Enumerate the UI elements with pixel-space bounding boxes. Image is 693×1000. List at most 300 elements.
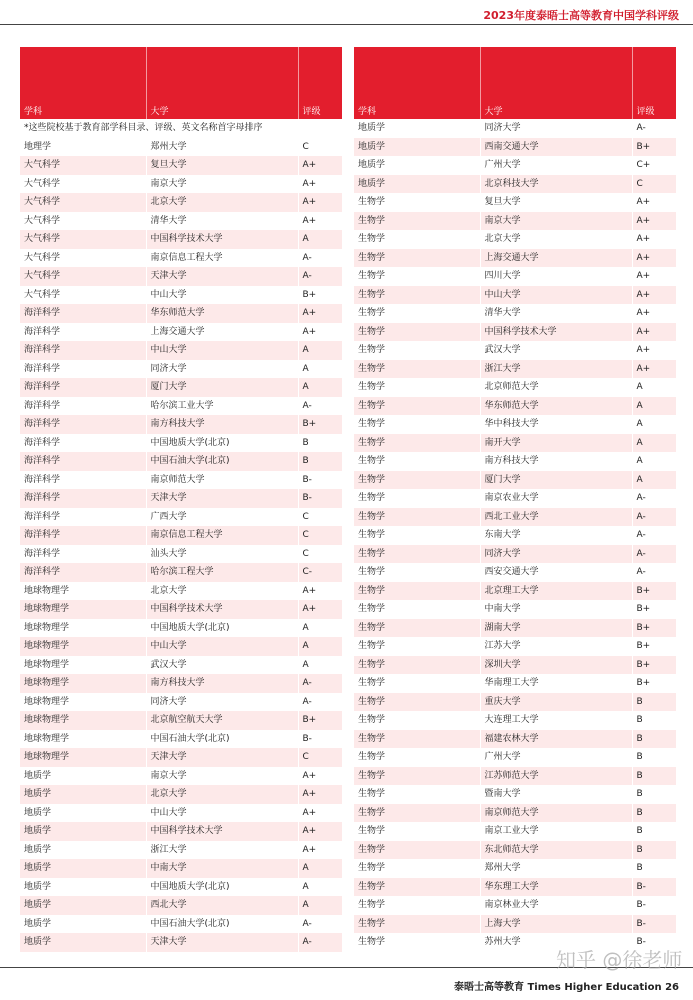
- cell-subject: 生物学: [354, 600, 480, 619]
- cell-university: 南京师范大学: [146, 471, 298, 490]
- table-row: [354, 730, 676, 749]
- table-row: [20, 674, 342, 693]
- table-row: [20, 286, 342, 305]
- cell-university: 华南理工大学: [480, 674, 632, 693]
- cell-subject: 地球物理学: [20, 656, 146, 675]
- cell-subject: 地质学: [354, 138, 480, 157]
- cell-university: 华东师范大学: [146, 304, 298, 323]
- cell-rating: A: [632, 434, 676, 453]
- cell-subject: 海洋科学: [20, 563, 146, 582]
- cell-subject: 地质学: [20, 767, 146, 786]
- cell-university: 中山大学: [146, 637, 298, 656]
- table-row: [354, 156, 676, 175]
- cell-rating: B-: [298, 489, 342, 508]
- cell-rating: A+: [298, 767, 342, 786]
- cell-university: 武汉大学: [480, 341, 632, 360]
- table-row: [354, 397, 676, 416]
- cell-university: 北京航空航天大学: [146, 711, 298, 730]
- cell-university: 复旦大学: [480, 193, 632, 212]
- cell-rating: A-: [632, 563, 676, 582]
- cell-university: 同济大学: [480, 119, 632, 138]
- cell-subject: 生物学: [354, 212, 480, 231]
- cell-rating: B: [632, 785, 676, 804]
- cell-subject: 地质学: [354, 119, 480, 138]
- table-row: [354, 693, 676, 712]
- cell-rating: B: [632, 767, 676, 786]
- table-row: [20, 767, 342, 786]
- cell-university: 天津大学: [146, 267, 298, 286]
- cell-rating: A: [298, 637, 342, 656]
- cell-rating: A+: [632, 212, 676, 231]
- cell-university: 广州大学: [480, 748, 632, 767]
- cell-university: 同济大学: [146, 693, 298, 712]
- cell-subject: 生物学: [354, 230, 480, 249]
- table-row: [354, 915, 676, 934]
- cell-subject: 生物学: [354, 193, 480, 212]
- cell-rating: B: [632, 841, 676, 860]
- cell-rating: A+: [632, 249, 676, 268]
- cell-university: 中南大学: [480, 600, 632, 619]
- cell-university: 同济大学: [146, 360, 298, 379]
- cell-university: 厦门大学: [480, 471, 632, 490]
- cell-rating: A+: [632, 341, 676, 360]
- table-row: [354, 841, 676, 860]
- cell-university: 华中科技大学: [480, 415, 632, 434]
- table-row: [354, 619, 676, 638]
- cell-subject: 大气科学: [20, 212, 146, 231]
- table-row: [354, 360, 676, 379]
- cell-rating: A: [298, 378, 342, 397]
- cell-subject: 生物学: [354, 804, 480, 823]
- cell-university: 南方科技大学: [146, 415, 298, 434]
- cell-rating: A-: [632, 508, 676, 527]
- cell-subject: 生物学: [354, 323, 480, 342]
- table-row: [354, 304, 676, 323]
- table-row: [354, 434, 676, 453]
- cell-rating: B: [632, 693, 676, 712]
- cell-subject: 海洋科学: [20, 434, 146, 453]
- cell-rating: B+: [632, 582, 676, 601]
- cell-rating: B: [632, 748, 676, 767]
- cell-subject: 生物学: [354, 878, 480, 897]
- table-row: [20, 212, 342, 231]
- cell-university: 厦门大学: [146, 378, 298, 397]
- ratings-table-right: [354, 47, 676, 952]
- cell-rating: A: [298, 341, 342, 360]
- cell-subject: 生物学: [354, 841, 480, 860]
- cell-rating: A-: [298, 267, 342, 286]
- cell-rating: A+: [298, 175, 342, 194]
- cell-university: 哈尔滨工业大学: [146, 397, 298, 416]
- cell-subject: 海洋科学: [20, 545, 146, 564]
- table-row: [354, 267, 676, 286]
- table-row: [20, 711, 342, 730]
- table-row: [354, 378, 676, 397]
- cell-rating: C: [298, 138, 342, 157]
- cell-rating: B: [632, 822, 676, 841]
- cell-rating: C: [632, 175, 676, 194]
- cell-subject: 生物学: [354, 508, 480, 527]
- cell-rating: B+: [632, 674, 676, 693]
- table-row: [20, 452, 342, 471]
- cell-university: 南方科技大学: [480, 452, 632, 471]
- cell-university: 复旦大学: [146, 156, 298, 175]
- cell-subject: 生物学: [354, 674, 480, 693]
- cell-subject: 海洋科学: [20, 508, 146, 527]
- table-row: [20, 341, 342, 360]
- table-row: [20, 730, 342, 749]
- cell-subject: 地质学: [354, 175, 480, 194]
- table-row: [20, 378, 342, 397]
- cell-university: 南京信息工程大学: [146, 249, 298, 268]
- cell-rating: A: [632, 415, 676, 434]
- table-row: [20, 637, 342, 656]
- cell-university: 西安交通大学: [480, 563, 632, 582]
- table-row: [354, 767, 676, 786]
- cell-university: 中国科学技术大学: [146, 822, 298, 841]
- table-row: [354, 637, 676, 656]
- cell-rating: A: [298, 896, 342, 915]
- cell-subject: 生物学: [354, 378, 480, 397]
- table-row: [354, 804, 676, 823]
- cell-rating: A+: [298, 304, 342, 323]
- cell-rating: A+: [298, 600, 342, 619]
- table-row: [20, 841, 342, 860]
- table-row: [20, 138, 342, 157]
- cell-university: 南京大学: [146, 767, 298, 786]
- table-row: [20, 933, 342, 952]
- table-row: [20, 304, 342, 323]
- cell-rating: A+: [298, 323, 342, 342]
- cell-subject: 海洋科学: [20, 323, 146, 342]
- cell-rating: C: [298, 748, 342, 767]
- cell-rating: B: [632, 859, 676, 878]
- cell-subject: 生物学: [354, 304, 480, 323]
- table-row: [20, 600, 342, 619]
- cell-rating: A: [632, 397, 676, 416]
- header-divider: [0, 24, 693, 25]
- cell-rating: B: [632, 730, 676, 749]
- cell-subject: 地理学: [20, 138, 146, 157]
- cell-university: 华东师范大学: [480, 397, 632, 416]
- cell-university: 南京大学: [146, 175, 298, 194]
- ratings-table-left: [20, 47, 342, 952]
- watermark: 知乎 @徐老师: [556, 948, 683, 972]
- cell-university: 南京师范大学: [480, 804, 632, 823]
- cell-rating: B+: [632, 600, 676, 619]
- cell-subject: 生物学: [354, 767, 480, 786]
- cell-rating: B+: [632, 619, 676, 638]
- cell-subject: 生物学: [354, 748, 480, 767]
- table-note: *这些院校基于教育部学科目录、评级、英文名称首字母排序: [20, 119, 342, 138]
- cell-subject: 地球物理学: [20, 693, 146, 712]
- cell-university: 浙江大学: [480, 360, 632, 379]
- cell-university: 郑州大学: [146, 138, 298, 157]
- cell-subject: 生物学: [354, 915, 480, 934]
- cell-subject: 大气科学: [20, 249, 146, 268]
- table-row: [354, 526, 676, 545]
- table-row: [20, 563, 342, 582]
- cell-university: 南京工业大学: [480, 822, 632, 841]
- cell-subject: 海洋科学: [20, 341, 146, 360]
- cell-rating: A: [298, 878, 342, 897]
- table-row: [20, 526, 342, 545]
- cell-rating: A-: [632, 526, 676, 545]
- cell-rating: A-: [298, 397, 342, 416]
- cell-subject: 地质学: [20, 785, 146, 804]
- table-row: [354, 878, 676, 897]
- cell-rating: A+: [632, 304, 676, 323]
- table-row: [354, 286, 676, 305]
- cell-university: 南京农业大学: [480, 489, 632, 508]
- cell-rating: B-: [298, 471, 342, 490]
- cell-university: 西南交通大学: [480, 138, 632, 157]
- cell-subject: 生物学: [354, 452, 480, 471]
- cell-rating: A+: [298, 193, 342, 212]
- cell-subject: 海洋科学: [20, 360, 146, 379]
- cell-rating: A-: [632, 545, 676, 564]
- cell-rating: A+: [632, 230, 676, 249]
- cell-university: 重庆大学: [480, 693, 632, 712]
- table-row: [354, 212, 676, 231]
- cell-subject: 海洋科学: [20, 397, 146, 416]
- table-row: [20, 915, 342, 934]
- cell-subject: 海洋科学: [20, 526, 146, 545]
- table-row: [20, 878, 342, 897]
- cell-university: 哈尔滨工程大学: [146, 563, 298, 582]
- cell-university: 中国科学技术大学: [146, 230, 298, 249]
- cell-rating: A+: [298, 804, 342, 823]
- cell-university: 北京大学: [146, 193, 298, 212]
- table-row: [20, 545, 342, 564]
- cell-rating: B-: [632, 878, 676, 897]
- table-row: [354, 822, 676, 841]
- cell-subject: 地球物理学: [20, 619, 146, 638]
- table-body-left: [20, 119, 342, 952]
- cell-rating: C: [298, 526, 342, 545]
- cell-subject: 生物学: [354, 545, 480, 564]
- cell-university: 四川大学: [480, 267, 632, 286]
- cell-subject: 地球物理学: [20, 748, 146, 767]
- column-header-rating: 评级: [298, 47, 342, 119]
- cell-university: 中山大学: [146, 804, 298, 823]
- table-row: [354, 674, 676, 693]
- cell-subject: 地质学: [20, 896, 146, 915]
- cell-university: 中国石油大学(北京): [146, 915, 298, 934]
- cell-subject: 生物学: [354, 434, 480, 453]
- cell-rating: B: [632, 804, 676, 823]
- table-row: [354, 859, 676, 878]
- column-header-subject: 学科: [20, 47, 146, 119]
- table-row: [20, 785, 342, 804]
- cell-university: 汕头大学: [146, 545, 298, 564]
- cell-rating: A: [298, 859, 342, 878]
- table-row: [354, 489, 676, 508]
- cell-subject: 海洋科学: [20, 304, 146, 323]
- column-header-rating: 评级: [632, 47, 676, 119]
- cell-university: 南京林业大学: [480, 896, 632, 915]
- cell-rating: A+: [298, 212, 342, 231]
- table-row: [354, 230, 676, 249]
- cell-rating: A: [298, 619, 342, 638]
- table-row: [354, 563, 676, 582]
- cell-subject: 生物学: [354, 896, 480, 915]
- cell-subject: 生物学: [354, 489, 480, 508]
- table-row: [354, 323, 676, 342]
- cell-subject: 生物学: [354, 730, 480, 749]
- cell-subject: 生物学: [354, 286, 480, 305]
- table-row: [354, 656, 676, 675]
- cell-rating: A: [298, 360, 342, 379]
- table-row: [20, 434, 342, 453]
- cell-subject: 海洋科学: [20, 489, 146, 508]
- table-row: [20, 693, 342, 712]
- cell-rating: C-: [298, 563, 342, 582]
- table-row: [354, 119, 676, 138]
- cell-university: 浙江大学: [146, 841, 298, 860]
- table-row: [354, 471, 676, 490]
- table-row: [20, 822, 342, 841]
- cell-university: 中国科学技术大学: [480, 323, 632, 342]
- cell-rating: A: [632, 378, 676, 397]
- cell-university: 清华大学: [146, 212, 298, 231]
- cell-university: 天津大学: [146, 933, 298, 952]
- cell-rating: A-: [298, 674, 342, 693]
- cell-university: 广州大学: [480, 156, 632, 175]
- cell-rating: A-: [298, 693, 342, 712]
- cell-university: 大连理工大学: [480, 711, 632, 730]
- table-row: [354, 452, 676, 471]
- cell-university: 中山大学: [480, 286, 632, 305]
- table-row: [20, 360, 342, 379]
- cell-subject: 地质学: [20, 933, 146, 952]
- cell-university: 江苏大学: [480, 637, 632, 656]
- cell-rating: A-: [298, 915, 342, 934]
- cell-subject: 生物学: [354, 563, 480, 582]
- table-row: [354, 341, 676, 360]
- table-row: [20, 323, 342, 342]
- column-header-university: 大学: [480, 47, 632, 119]
- table-row: [20, 619, 342, 638]
- cell-university: 天津大学: [146, 489, 298, 508]
- cell-rating: B+: [632, 656, 676, 675]
- cell-university: 东南大学: [480, 526, 632, 545]
- table-row: [354, 508, 676, 527]
- cell-subject: 大气科学: [20, 230, 146, 249]
- cell-rating: A: [298, 656, 342, 675]
- cell-university: 同济大学: [480, 545, 632, 564]
- cell-rating: A-: [298, 249, 342, 268]
- cell-university: 中山大学: [146, 286, 298, 305]
- cell-rating: B-: [632, 933, 676, 952]
- table-row: [20, 896, 342, 915]
- cell-rating: A+: [298, 785, 342, 804]
- cell-rating: B+: [632, 138, 676, 157]
- table-row: [20, 249, 342, 268]
- cell-university: 上海交通大学: [146, 323, 298, 342]
- table-row: [20, 489, 342, 508]
- cell-subject: 大气科学: [20, 175, 146, 194]
- table-row: [354, 138, 676, 157]
- cell-rating: A: [632, 471, 676, 490]
- table-note-row: [20, 119, 342, 138]
- cell-university: 上海大学: [480, 915, 632, 934]
- cell-university: 暨南大学: [480, 785, 632, 804]
- cell-university: 北京科技大学: [480, 175, 632, 194]
- table-row: [20, 508, 342, 527]
- table-row: [20, 471, 342, 490]
- cell-rating: B+: [298, 711, 342, 730]
- cell-subject: 生物学: [354, 785, 480, 804]
- cell-rating: B+: [298, 415, 342, 434]
- cell-university: 中国地质大学(北京): [146, 619, 298, 638]
- cell-university: 武汉大学: [146, 656, 298, 675]
- cell-rating: A-: [632, 119, 676, 138]
- cell-rating: B: [298, 452, 342, 471]
- cell-rating: C: [298, 508, 342, 527]
- cell-subject: 生物学: [354, 397, 480, 416]
- cell-university: 中南大学: [146, 859, 298, 878]
- cell-university: 南开大学: [480, 434, 632, 453]
- cell-university: 北京师范大学: [480, 378, 632, 397]
- cell-subject: 生物学: [354, 471, 480, 490]
- cell-subject: 生物学: [354, 822, 480, 841]
- cell-rating: A+: [298, 156, 342, 175]
- cell-rating: B-: [298, 730, 342, 749]
- cell-subject: 生物学: [354, 693, 480, 712]
- table-row: [20, 804, 342, 823]
- cell-university: 中国科学技术大学: [146, 600, 298, 619]
- cell-university: 中国石油大学(北京): [146, 730, 298, 749]
- cell-subject: 生物学: [354, 711, 480, 730]
- cell-subject: 生物学: [354, 360, 480, 379]
- cell-subject: 地球物理学: [20, 711, 146, 730]
- cell-university: 中国地质大学(北京): [146, 434, 298, 453]
- table-row: [20, 397, 342, 416]
- column-header-university: 大学: [146, 47, 298, 119]
- cell-subject: 生物学: [354, 933, 480, 952]
- cell-rating: A+: [632, 193, 676, 212]
- cell-rating: A: [632, 452, 676, 471]
- cell-subject: 大气科学: [20, 156, 146, 175]
- cell-subject: 地质学: [20, 804, 146, 823]
- cell-university: 郑州大学: [480, 859, 632, 878]
- cell-subject: 生物学: [354, 415, 480, 434]
- table-row: [20, 656, 342, 675]
- table-row: [354, 600, 676, 619]
- cell-university: 清华大学: [480, 304, 632, 323]
- cell-university: 上海交通大学: [480, 249, 632, 268]
- table-row: [354, 896, 676, 915]
- cell-subject: 地球物理学: [20, 582, 146, 601]
- table-row: [354, 711, 676, 730]
- cell-subject: 地质学: [20, 841, 146, 860]
- cell-subject: 地质学: [20, 859, 146, 878]
- cell-university: 江苏师范大学: [480, 767, 632, 786]
- table-row: [20, 193, 342, 212]
- cell-university: 中国石油大学(北京): [146, 452, 298, 471]
- cell-university: 北京大学: [146, 785, 298, 804]
- cell-university: 广西大学: [146, 508, 298, 527]
- cell-subject: 海洋科学: [20, 471, 146, 490]
- cell-university: 西北工业大学: [480, 508, 632, 527]
- cell-subject: 地球物理学: [20, 637, 146, 656]
- cell-university: 中山大学: [146, 341, 298, 360]
- cell-subject: 地质学: [20, 822, 146, 841]
- cell-rating: B+: [298, 286, 342, 305]
- cell-university: 天津大学: [146, 748, 298, 767]
- table-header-row: [354, 47, 676, 119]
